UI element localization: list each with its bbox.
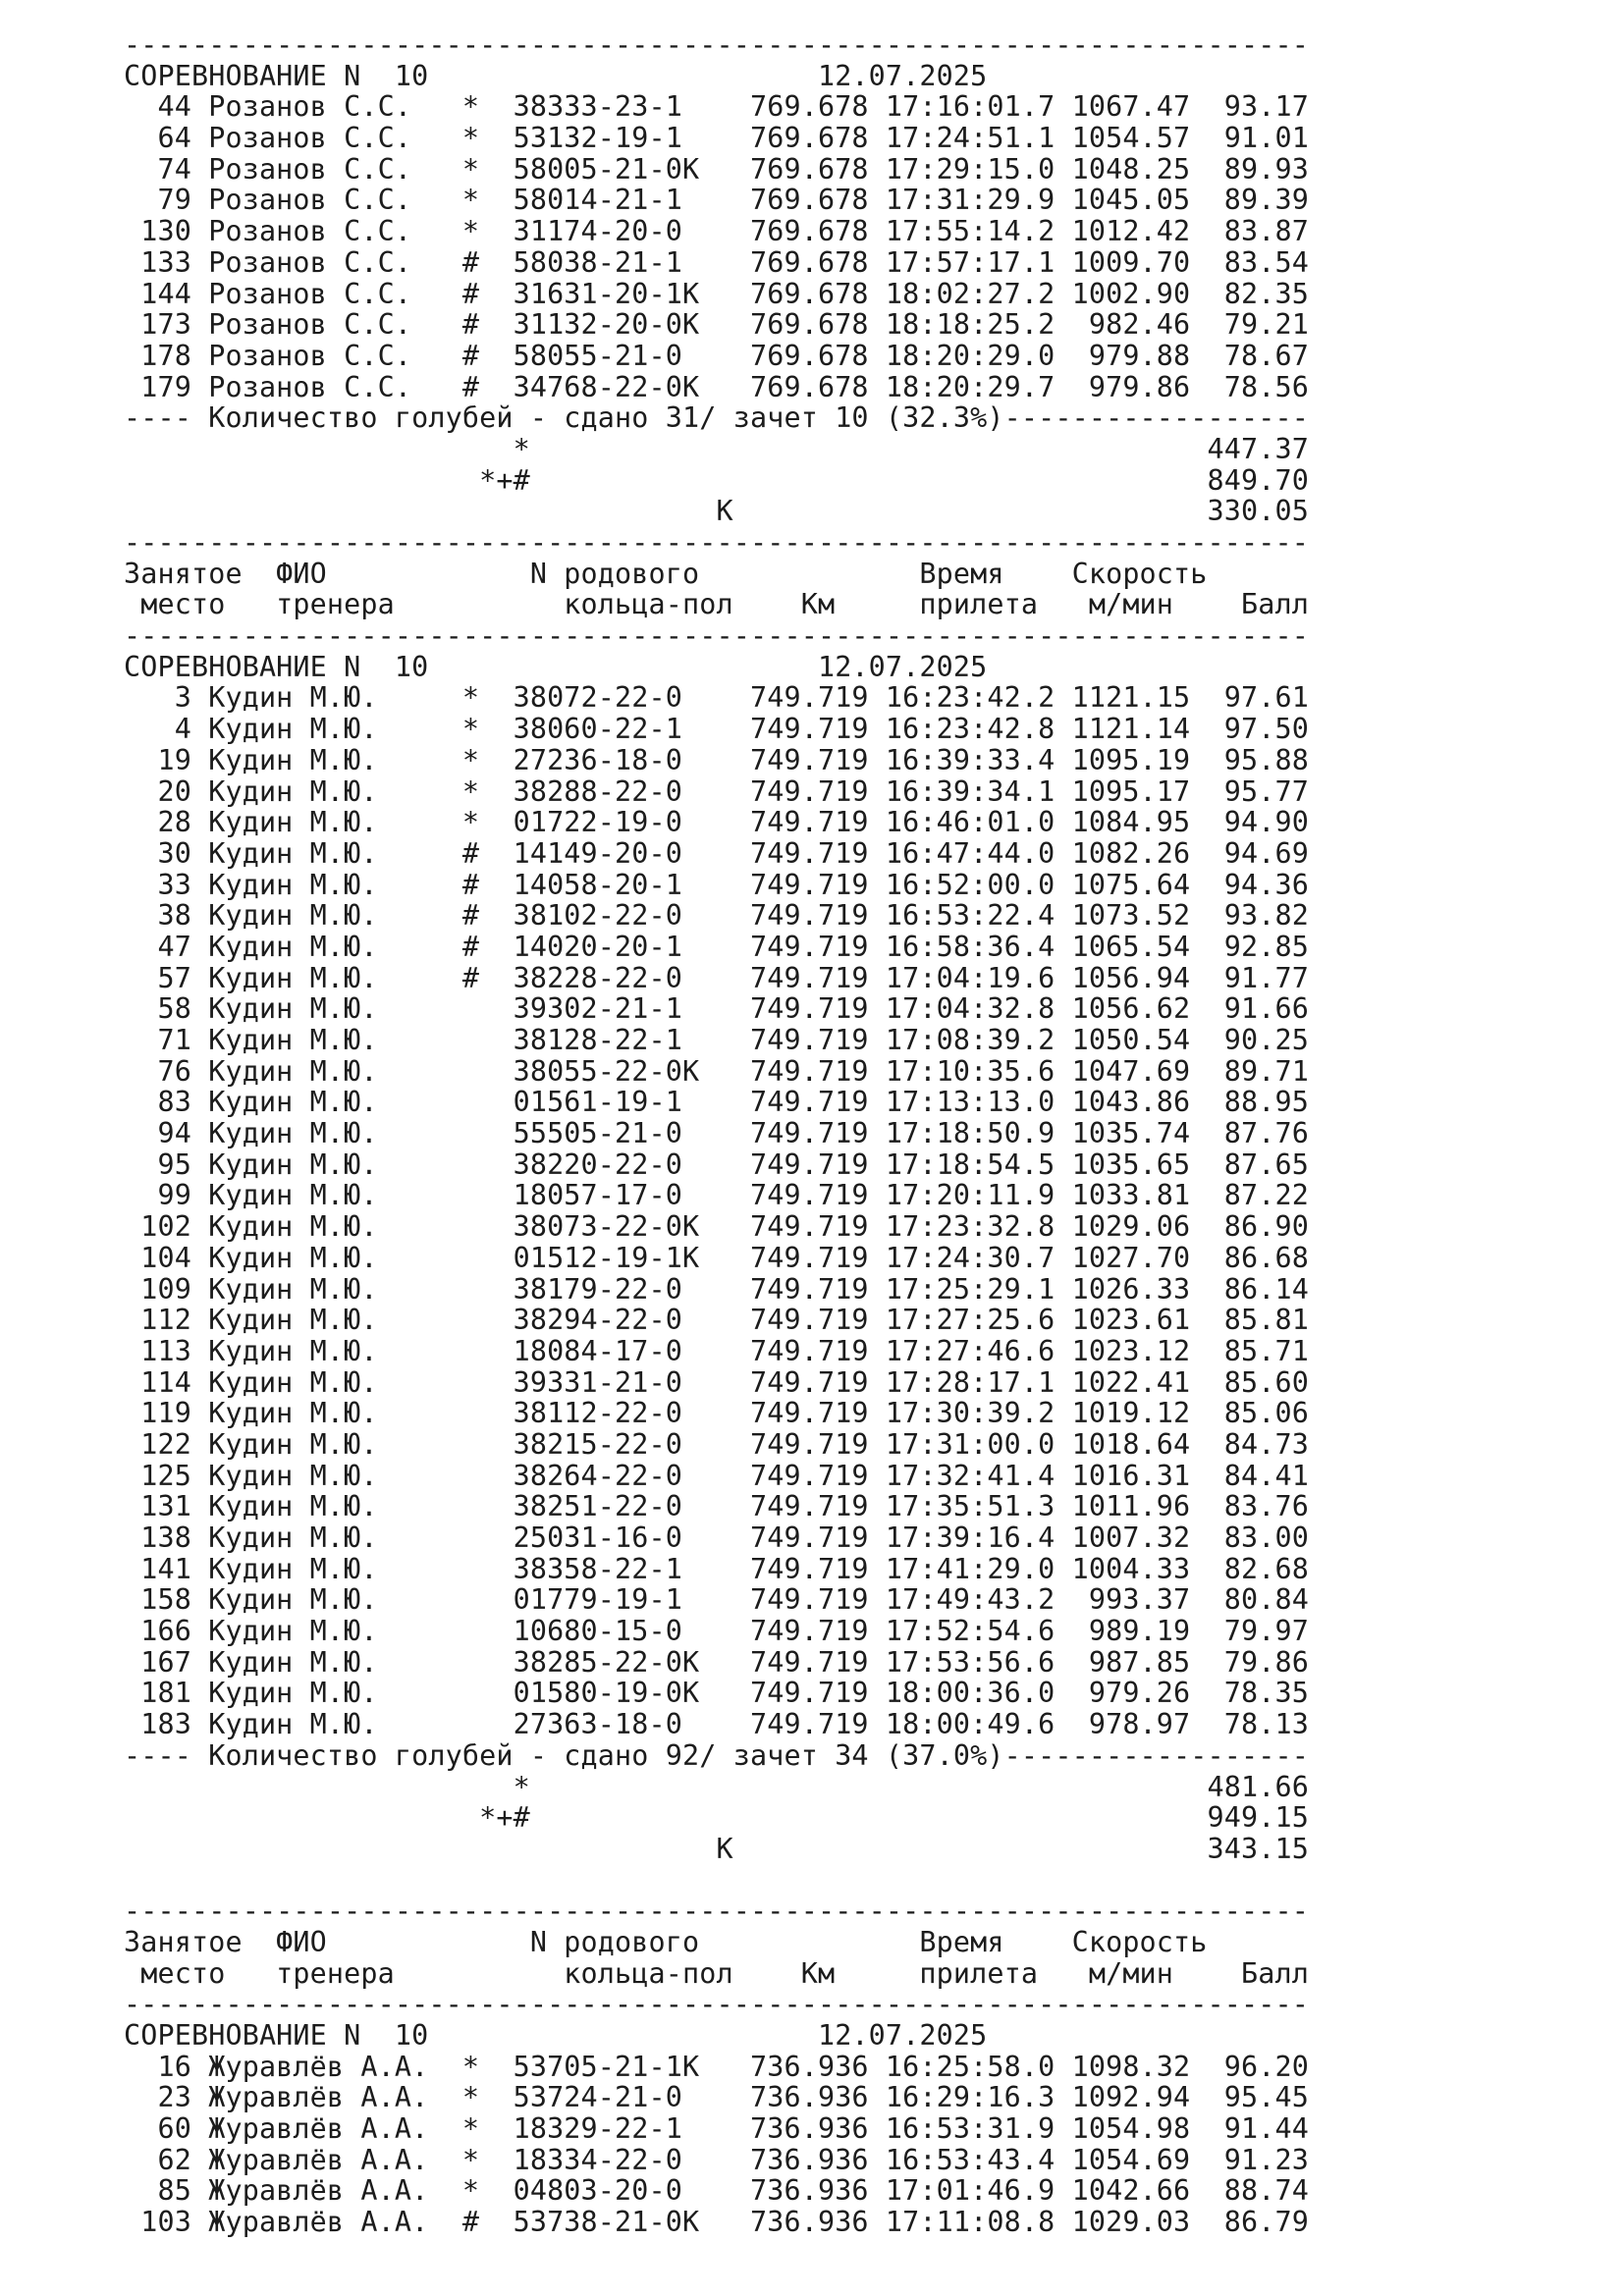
result-row: 95 Кудин М.Ю. 38220-22-0 749.719 17:18:54.5 1035.65 87.65 xyxy=(124,1148,1309,1181)
result-row: 57 Кудин М.Ю. # 38228-22-0 749.719 17:04:19.6 1056.94 91.77 xyxy=(124,961,1309,994)
competition-header: СОРЕВНОВАНИЕ N 10 12.07.2025 xyxy=(124,650,988,683)
result-row: 94 Кудин М.Ю. 55505-21-0 749.719 17:18:50.9 1035.74 87.76 xyxy=(124,1117,1309,1150)
result-row: 85 Журавлёв А.А. * 04803-20-0 736.936 17:01:46.9 1042.66 88.74 xyxy=(124,2174,1309,2208)
result-row: 16 Журавлёв А.А. * 53705-21-1К 736.936 16:25:58.0 1098.32 96.20 xyxy=(124,2050,1309,2083)
result-row: 58 Кудин М.Ю. 39302-21-1 749.719 17:04:32.8 1056.62 91.66 xyxy=(124,992,1309,1026)
result-row: 104 Кудин М.Ю. 01512-19-1К 749.719 17:24:30.7 1027.70 86.68 xyxy=(124,1241,1309,1274)
result-row: 166 Кудин М.Ю. 10680-15-0 749.719 17:52:54.6 989.19 79.97 xyxy=(124,1615,1309,1648)
column-header-line-2: место тренера кольца-пол Км прилета м/мин Балл xyxy=(124,1956,1309,1990)
race-results-report xyxy=(124,29,1624,2238)
result-row: 76 Кудин М.Ю. 38055-22-0К 749.719 17:10:35.6 1047.69 89.71 xyxy=(124,1054,1309,1088)
result-row: 183 Кудин М.Ю. 27363-18-0 749.719 18:00:49.6 978.97 78.13 xyxy=(124,1708,1309,1741)
result-row: 103 Журавлёв А.А. # 53738-21-0К 736.936 17:11:08.8 1029.03 86.79 xyxy=(124,2206,1309,2239)
result-row: 19 Кудин М.Ю. * 27236-18-0 749.719 16:39:33.4 1095.19 95.88 xyxy=(124,743,1309,776)
summary-star-line: * 481.66 xyxy=(124,1770,1309,1803)
result-row: 30 Кудин М.Ю. # 14149-20-0 749.719 16:47:44.0 1082.26 94.69 xyxy=(124,836,1309,870)
result-row: 179 Розанов С.С. # 34768-22-0К 769.678 18:20:29.7 979.86 78.56 xyxy=(124,370,1309,403)
result-row: 23 Журавлёв А.А. * 53724-21-0 736.936 16:29:16.3 1092.94 95.45 xyxy=(124,2081,1309,2114)
divider-line: ---------------------------------------------------------------------- xyxy=(124,1895,1309,1928)
column-header-line-1: Занятое ФИО N родового Время Скорость xyxy=(124,557,1208,590)
result-row: 125 Кудин М.Ю. 38264-22-0 749.719 17:32:41.4 1016.31 84.41 xyxy=(124,1459,1309,1492)
result-row: 138 Кудин М.Ю. 25031-16-0 749.719 17:39:16.4 1007.32 83.00 xyxy=(124,1522,1309,1554)
result-row: 4 Кудин М.Ю. * 38060-22-1 749.719 16:23:42.8 1121.14 97.50 xyxy=(124,713,1309,746)
result-row: 122 Кудин М.Ю. 38215-22-0 749.719 17:31:00.0 1018.64 84.73 xyxy=(124,1427,1309,1461)
summary-count-line: ---- Количество голубей - сдано 92/ зачет 34 (37.0%)------------------ xyxy=(124,1738,1309,1772)
result-row: 133 Розанов С.С. # 58038-21-1 769.678 17:57:17.1 1009.70 83.54 xyxy=(124,245,1309,279)
divider-line: ---------------------------------------------------------------------- xyxy=(124,619,1309,653)
summary-k-line: К 343.15 xyxy=(124,1832,1309,1865)
result-row: 114 Кудин М.Ю. 39331-21-0 749.719 17:28:17.1 1022.41 85.60 xyxy=(124,1365,1309,1399)
result-row: 130 Розанов С.С. * 31174-20-0 769.678 17:55:14.2 1012.42 83.87 xyxy=(124,215,1309,248)
result-row: 44 Розанов С.С. * 38333-23-1 769.678 17:16:01.7 1067.47 93.17 xyxy=(124,90,1309,124)
result-row: 178 Розанов С.С. # 58055-21-0 769.678 18:20:29.0 979.88 78.67 xyxy=(124,339,1309,372)
result-row: 167 Кудин М.Ю. 38285-22-0К 749.719 17:53:56.6 987.85 79.86 xyxy=(124,1645,1309,1679)
divider-line: ---------------------------------------------------------------------- xyxy=(124,1988,1309,2021)
column-header-line-1: Занятое ФИО N родового Время Скорость xyxy=(124,1925,1208,1958)
competition-header: СОРЕВНОВАНИЕ N 10 12.07.2025 xyxy=(124,59,988,92)
result-row: 74 Розанов С.С. * 58005-21-0К 769.678 17:29:15.0 1048.25 89.93 xyxy=(124,152,1309,186)
result-row: 113 Кудин М.Ю. 18084-17-0 749.719 17:27:46.6 1023.12 85.71 xyxy=(124,1334,1309,1367)
result-row: 173 Розанов С.С. # 31132-20-0К 769.678 18:18:25.2 982.46 79.21 xyxy=(124,308,1309,342)
divider-line: ---------------------------------------------------------------------- xyxy=(124,28,1309,61)
summary-star-hash-line: *+# 949.15 xyxy=(124,1801,1309,1835)
result-row: 181 Кудин М.Ю. 01580-19-0К 749.719 18:00:36.0 979.26 78.35 xyxy=(124,1677,1309,1710)
result-row: 144 Розанов С.С. # 31631-20-1К 769.678 18:02:27.2 1002.90 82.35 xyxy=(124,277,1309,310)
result-row: 47 Кудин М.Ю. # 14020-20-1 749.719 16:58:36.4 1065.54 92.85 xyxy=(124,930,1309,963)
divider-line: ---------------------------------------------------------------------- xyxy=(124,526,1309,559)
result-row: 62 Журавлёв А.А. * 18334-22-0 736.936 16:53:43.4 1054.69 91.23 xyxy=(124,2143,1309,2176)
result-row: 33 Кудин М.Ю. # 14058-20-1 749.719 16:52:00.0 1075.64 94.36 xyxy=(124,868,1309,901)
summary-count-line: ---- Количество голубей - сдано 31/ зачет 10 (32.3%)------------------ xyxy=(124,401,1309,435)
result-row: 38 Кудин М.Ю. # 38102-22-0 749.719 16:53:22.4 1073.52 93.82 xyxy=(124,899,1309,933)
result-row: 112 Кудин М.Ю. 38294-22-0 749.719 17:27:25.6 1023.61 85.81 xyxy=(124,1304,1309,1337)
competition-header: СОРЕВНОВАНИЕ N 10 12.07.2025 xyxy=(124,2019,988,2052)
result-row: 64 Розанов С.С. * 53132-19-1 769.678 17:24:51.1 1054.57 91.01 xyxy=(124,122,1309,155)
result-row: 20 Кудин М.Ю. * 38288-22-0 749.719 16:39:34.1 1095.17 95.77 xyxy=(124,774,1309,808)
result-row: 79 Розанов С.С. * 58014-21-1 769.678 17:31:29.9 1045.05 89.39 xyxy=(124,184,1309,217)
summary-k-line: К 330.05 xyxy=(124,495,1309,528)
blank-line xyxy=(124,1865,1624,1896)
summary-star-hash-line: *+# 849.70 xyxy=(124,463,1309,497)
result-row: 102 Кудин М.Ю. 38073-22-0К 749.719 17:23:32.8 1029.06 86.90 xyxy=(124,1210,1309,1244)
result-row: 141 Кудин М.Ю. 38358-22-1 749.719 17:41:29.0 1004.33 82.68 xyxy=(124,1552,1309,1585)
result-row: 109 Кудин М.Ю. 38179-22-0 749.719 17:25:29.1 1026.33 86.14 xyxy=(124,1272,1309,1306)
result-row: 158 Кудин М.Ю. 01779-19-1 749.719 17:49:43.2 993.37 80.84 xyxy=(124,1583,1309,1617)
result-row: 131 Кудин М.Ю. 38251-22-0 749.719 17:35:51.3 1011.96 83.76 xyxy=(124,1490,1309,1523)
result-row: 28 Кудин М.Ю. * 01722-19-0 749.719 16:46:01.0 1084.95 94.90 xyxy=(124,806,1309,839)
result-row: 83 Кудин М.Ю. 01561-19-1 749.719 17:13:13.0 1043.86 88.95 xyxy=(124,1086,1309,1119)
result-row: 60 Журавлёв А.А. * 18329-22-1 736.936 16:53:31.9 1054.98 91.44 xyxy=(124,2112,1309,2146)
column-header-line-2: место тренера кольца-пол Км прилета м/мин Балл xyxy=(124,588,1309,621)
result-row: 3 Кудин М.Ю. * 38072-22-0 749.719 16:23:42.2 1121.15 97.61 xyxy=(124,681,1309,715)
result-row: 71 Кудин М.Ю. 38128-22-1 749.719 17:08:39.2 1050.54 90.25 xyxy=(124,1024,1309,1056)
summary-star-line: * 447.37 xyxy=(124,432,1309,465)
result-row: 119 Кудин М.Ю. 38112-22-0 749.719 17:30:39.2 1019.12 85.06 xyxy=(124,1397,1309,1430)
result-row: 99 Кудин М.Ю. 18057-17-0 749.719 17:20:11.9 1033.81 87.22 xyxy=(124,1179,1309,1212)
